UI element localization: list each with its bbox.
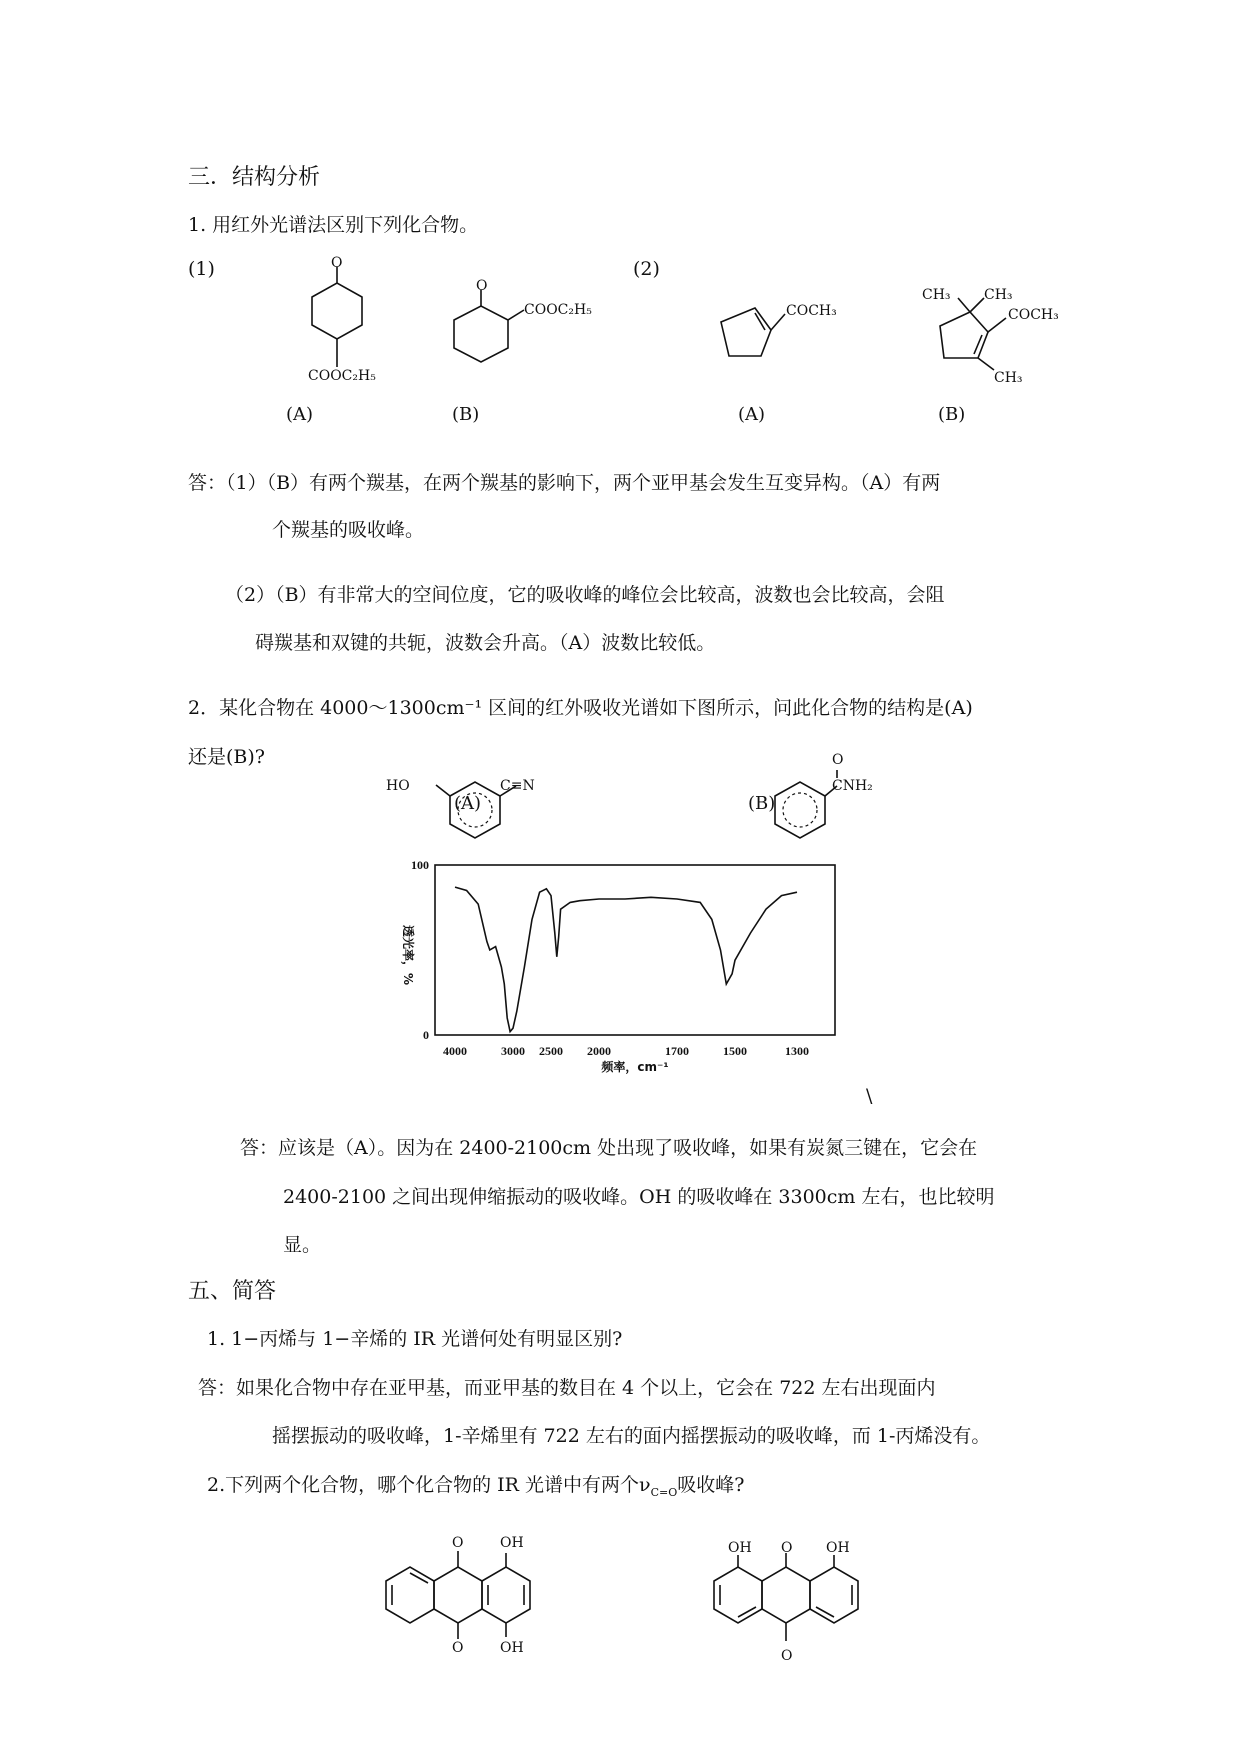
y-tick-label: 0 — [423, 1028, 429, 1042]
molecule-q2b-o: O — [832, 752, 844, 768]
molecule-1b-o: O — [476, 278, 488, 294]
anthraquinone-2-diagram — [700, 1545, 880, 1665]
molecule-2b-tag: (B) — [938, 404, 966, 425]
series-line — [455, 887, 797, 1032]
answer-2-line-2: 碍羰基和双键的共轭，波数会升高。（A）波数比较低。 — [255, 632, 716, 654]
s5-q2-text-after: 吸收峰? — [677, 1474, 745, 1496]
molecule-q2b-amide: CNH₂ — [832, 778, 873, 794]
aq1-oh-bottom: OH — [500, 1640, 524, 1656]
y-tick-label: 100 — [411, 858, 429, 872]
x-axis-label: 频率，cm⁻¹ — [601, 1060, 669, 1074]
answer-q2-line-3: 显。 — [283, 1234, 322, 1256]
nu-subscript: C=O — [650, 1485, 678, 1499]
s5-question-2-text — [207, 1470, 744, 1499]
answer-q2-line-1: 答：应该是（A）。因为在 2400-2100cm 处出现了吸收峰，如果有炭氮三键在，它会在 — [240, 1137, 978, 1159]
aq2-oh-right: OH — [826, 1540, 850, 1556]
molecule-q2a-cn: C≡N — [500, 778, 535, 794]
x-tick-label: 1300 — [785, 1044, 809, 1058]
nu-symbol: ν — [639, 1474, 651, 1496]
aq1-o-top: O — [452, 1535, 464, 1551]
section-heading-5: 五、简答 — [188, 1279, 277, 1304]
answer-2-line-1: （2）（B）有非常大的空间位度，它的吸收峰的峰位会比较高，波数也会比较高，会阻 — [225, 584, 945, 606]
answer-1-line-2: 个羰基的吸收峰。 — [272, 519, 425, 541]
aq1-oh-top: OH — [500, 1535, 524, 1551]
molecule-1b-substituent: COOC₂H₅ — [524, 302, 592, 318]
molecule-2b-substituent: COCH₃ — [1008, 307, 1059, 323]
x-tick-label: 4000 — [443, 1044, 467, 1058]
question-1-text: 1. 用红外光谱法区别下列化合物。 — [188, 214, 479, 236]
anthraquinone-1-diagram — [380, 1545, 560, 1655]
part-1-label: (1) — [188, 258, 215, 280]
s5-answer-1-line-1: 答：如果化合物中存在亚甲基，而亚甲基的数目在 4 个以上，它会在 722 左右出现面内 — [198, 1377, 936, 1399]
molecule-2a-substituent: COCH₃ — [786, 303, 837, 319]
aq2-o-bottom: O — [781, 1648, 793, 1664]
question-2-line-2: 还是(B)? — [188, 746, 265, 768]
molecule-2b-methyl-1: CH₃ — [922, 287, 951, 303]
molecule-2b-diagram — [920, 290, 1060, 390]
aq2-oh-left: OH — [728, 1540, 752, 1556]
answer-1-line-1: 答：（1）（B）有两个羰基，在两个羰基的影响下，两个亚甲基会发生互变异构。（A）有两 — [188, 472, 941, 494]
molecule-1a-o: O — [331, 255, 343, 271]
molecule-2b-methyl-2: CH₃ — [984, 287, 1013, 303]
x-tick-label: 2000 — [587, 1044, 611, 1058]
molecule-q2b-tag: (B) — [748, 793, 776, 814]
molecule-1a-tag: (A) — [286, 404, 314, 425]
x-tick-label: 3000 — [501, 1044, 525, 1058]
section-heading-3: 三．结构分析 — [188, 165, 321, 190]
chart-frame — [435, 865, 835, 1035]
aq1-o-bottom: O — [452, 1640, 464, 1656]
molecule-1a-substituent: COOC₂H₅ — [308, 368, 376, 384]
ir-spectrum-chart — [380, 855, 850, 1085]
stray-backslash: \ — [866, 1085, 873, 1107]
s5-question-1-text: 1. 1−丙烯与 1−辛烯的 IR 光谱何处有明显区别? — [207, 1328, 623, 1350]
aq2-o-top: O — [781, 1540, 793, 1556]
x-tick-label: 1500 — [723, 1044, 747, 1058]
s5-answer-1-line-2: 摇摆振动的吸收峰，1-辛烯里有 722 左右的面内摇摆振动的吸收峰，而 1-丙烯没有。 — [272, 1425, 991, 1447]
molecule-q2a-ho: HO — [386, 778, 410, 794]
question-2-line-1: 2．某化合物在 4000～1300cm⁻¹ 区间的红外吸收光谱如下图所示，问此化合物的结构是(A) — [188, 697, 973, 719]
part-2-label: (2) — [633, 258, 660, 280]
y-axis-label: 透光率，% — [401, 924, 415, 986]
molecule-2a-tag: (A) — [738, 404, 766, 425]
s5-q2-text-before: 2.下列两个化合物，哪个化合物的 IR 光谱中有两个 — [207, 1474, 640, 1496]
molecule-1b-tag: (B) — [452, 404, 480, 425]
x-tick-label: 1700 — [665, 1044, 689, 1058]
answer-q2-line-2: 2400-2100 之间出现伸缩振动的吸收峰。OH 的吸收峰在 3300cm 左右，也比较明 — [283, 1186, 995, 1208]
molecule-2b-methyl-3: CH₃ — [994, 370, 1023, 386]
x-tick-label: 2500 — [539, 1044, 563, 1058]
molecule-q2a-tag: (A) — [454, 793, 482, 814]
